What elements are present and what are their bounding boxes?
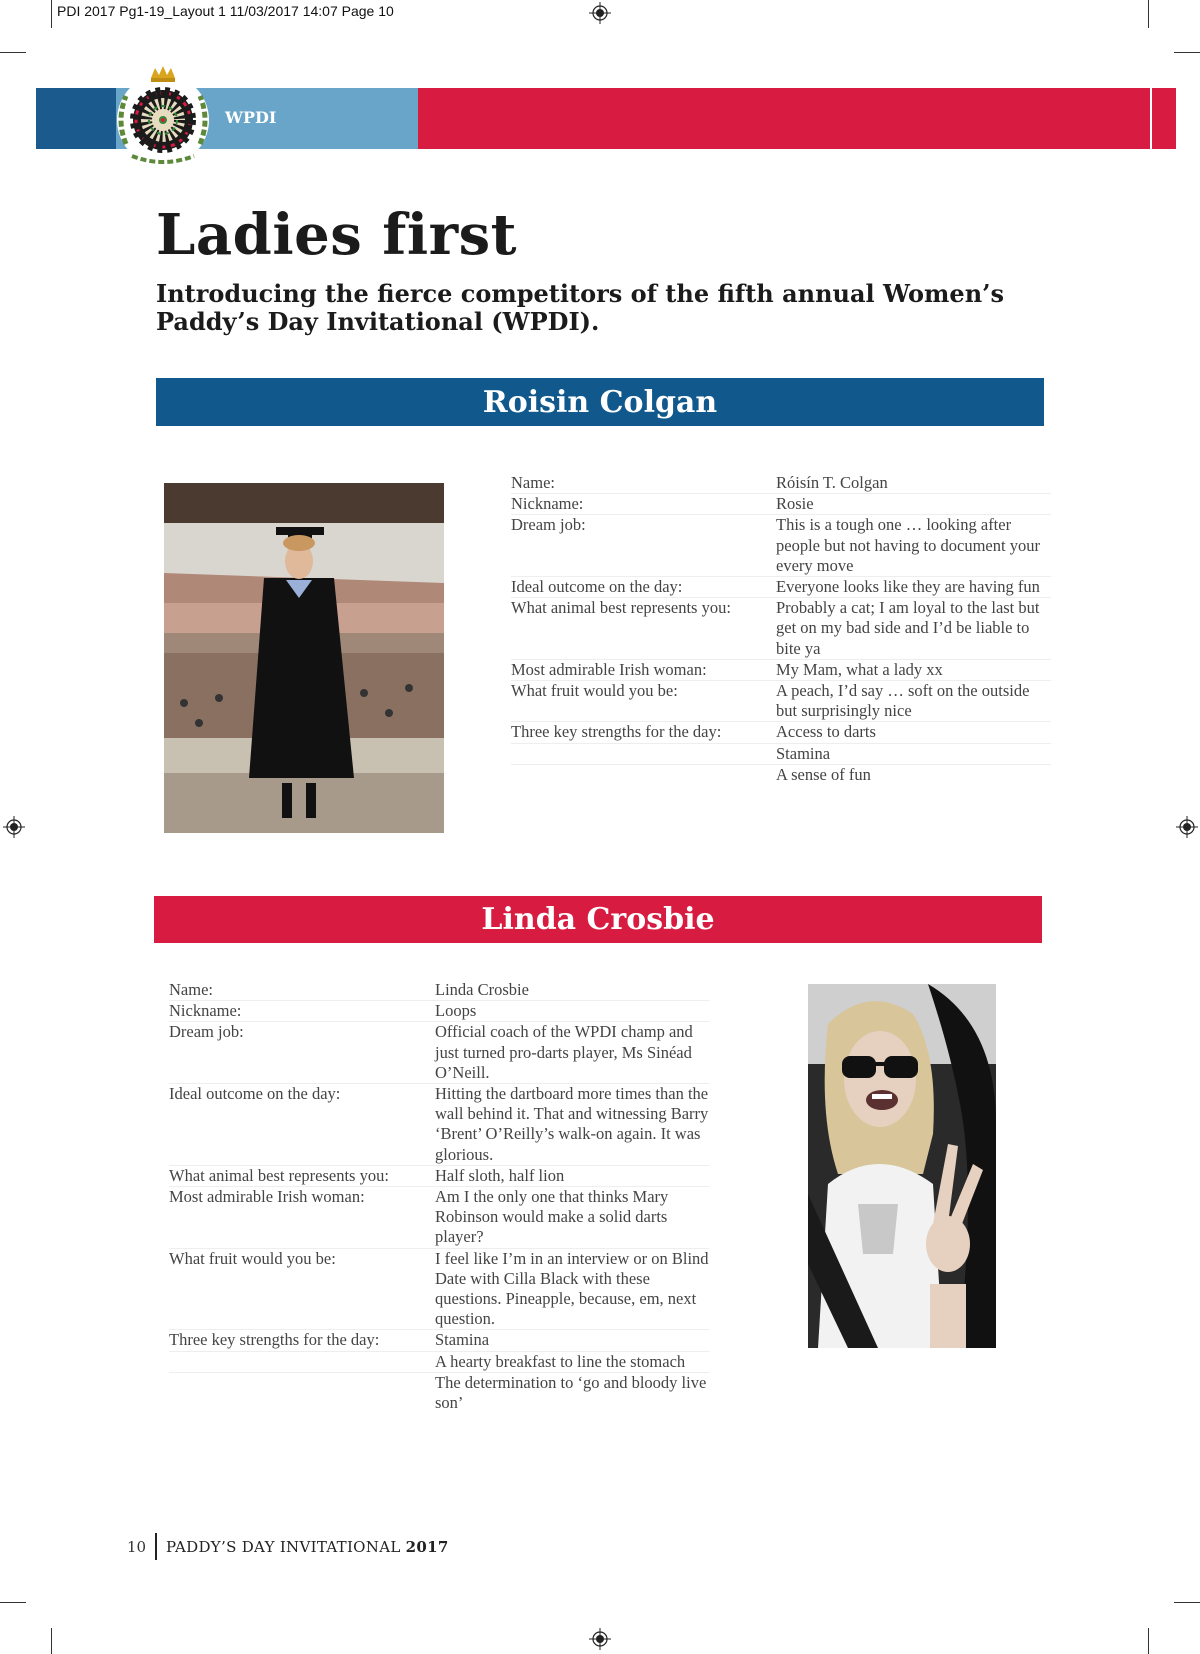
crop-mark	[1148, 0, 1149, 28]
print-slug: PDI 2017 Pg1-19_Layout 1 11/03/2017 14:07 Page 10	[57, 3, 394, 19]
qa-row	[511, 473, 1051, 494]
qa-answer: I feel like I’m in an interview or on Blind Date with Cilla Black with these questions. Pineapple, because, em, next question.	[435, 1248, 709, 1329]
crop-mark	[51, 1628, 52, 1654]
qa-row	[511, 660, 1051, 681]
profile-name: Linda Crosbie	[481, 902, 715, 937]
profile-qa-list	[511, 473, 1051, 785]
qa-question: Dream job:	[169, 1022, 244, 1042]
qa-answer: This is a tough one … looking after people but not having to document your every move	[776, 515, 1040, 575]
qa-answer: Loops	[435, 1001, 477, 1021]
profile-name: Roisin Colgan	[482, 384, 718, 420]
footer-divider	[155, 1533, 157, 1560]
qa-answer: The determination to ‘go and bloody live son’	[435, 1372, 707, 1413]
qa-answer: A hearty breakfast to line the stomach	[435, 1351, 686, 1371]
qa-row	[511, 765, 1051, 785]
qa-question: Three key strengths for the day:	[169, 1330, 380, 1350]
qa-answer: Linda Crosbie	[435, 980, 529, 999]
qa-row	[169, 1249, 709, 1331]
page-number: 10	[127, 1538, 147, 1556]
qa-row	[511, 681, 1051, 722]
qa-answer: Am I the only one that thinks Mary Robinson would make a solid darts player?	[435, 1187, 669, 1247]
qa-row	[169, 980, 709, 1001]
qa-question: Name:	[169, 980, 213, 999]
qa-answer: Access to darts	[776, 722, 876, 742]
qa-question: What fruit would you be:	[511, 681, 678, 701]
qa-question: Nickname:	[169, 1001, 242, 1021]
qa-question: Ideal outcome on the day:	[511, 577, 683, 597]
page-title: Ladies first	[156, 202, 518, 268]
profile-name-bar	[156, 378, 1044, 426]
profile-photo-graduation	[164, 483, 444, 833]
qa-answer: My Mam, what a lady xx	[776, 659, 943, 679]
qa-answer: Hitting the dartboard more times than the wall behind it. That and witnessing Barry ‘Brent’ O’Reilly’s walk-on again. It was glorious.	[435, 1084, 709, 1164]
header-band-red-end	[1150, 88, 1176, 149]
qa-question: Three key strengths for the day:	[511, 722, 722, 742]
crop-mark	[51, 0, 52, 28]
qa-row	[511, 598, 1051, 660]
qa-row	[169, 1166, 709, 1187]
qa-row	[169, 1373, 709, 1413]
qa-question: Name:	[511, 473, 555, 492]
qa-answer: Stamina	[435, 1330, 490, 1350]
qa-answer: Official coach of the WPDI champ and just turned pro-darts player, Ms Sinéad O’Neill.	[435, 1022, 693, 1082]
qa-answer: Everyone looks like they are having fun	[776, 577, 1040, 597]
profile-qa-list	[169, 980, 709, 1413]
crop-mark	[1174, 52, 1200, 53]
footer-publication	[166, 1538, 449, 1556]
qa-question: Most admirable Irish woman:	[169, 1187, 365, 1207]
header-band-red	[418, 88, 1174, 149]
qa-question: Dream job:	[511, 515, 586, 535]
profile-name-bar	[154, 896, 1042, 943]
qa-question: Ideal outcome on the day:	[169, 1084, 341, 1104]
qa-row	[511, 744, 1051, 765]
qa-row	[169, 1084, 709, 1166]
qa-answer: Stamina	[776, 743, 831, 763]
qa-question: What animal best represents you:	[169, 1165, 389, 1185]
qa-question: What animal best represents you:	[511, 598, 731, 618]
crop-mark	[0, 1602, 26, 1603]
qa-answer: Half sloth, half lion	[435, 1165, 565, 1185]
registration-mark-icon	[589, 1628, 611, 1650]
qa-question: Most admirable Irish woman:	[511, 659, 707, 679]
qa-row	[169, 1187, 709, 1249]
crop-mark	[1148, 1628, 1149, 1654]
qa-answer: Probably a cat; I am loyal to the last but get on my bad side and I’d be liable to bite ya	[776, 598, 1040, 658]
publication-name: PADDY’S DAY INVITATIONAL	[166, 1538, 401, 1556]
registration-mark-icon	[589, 2, 611, 24]
qa-answer: A sense of fun	[776, 764, 871, 784]
qa-question: Nickname:	[511, 494, 584, 514]
page-subtitle: Introducing the fierce competitors of the fifth annual Women’s Paddy’s Day Invitational (WPDI).	[156, 279, 1005, 336]
qa-row	[169, 1352, 709, 1373]
qa-row	[511, 577, 1051, 598]
registration-mark-icon	[1176, 816, 1198, 838]
qa-row	[511, 722, 1051, 743]
publication-year: 2017	[405, 1538, 449, 1556]
qa-answer: A peach, I’d say … soft on the outside but surprisingly nice	[776, 681, 1030, 721]
qa-row	[511, 515, 1051, 577]
wpdi-label: WPDI	[225, 108, 277, 127]
crop-mark	[1174, 1602, 1200, 1603]
qa-answer: Rosie	[776, 494, 814, 514]
qa-question: What fruit would you be:	[169, 1248, 336, 1268]
qa-row	[511, 494, 1051, 515]
dartboard-logo-icon	[104, 64, 222, 168]
profile-photo-car-selfie	[808, 984, 996, 1348]
registration-mark-icon	[3, 816, 25, 838]
crop-mark	[0, 52, 26, 53]
qa-answer: Róisín T. Colgan	[776, 473, 888, 492]
qa-row	[169, 1330, 709, 1351]
qa-row	[169, 1001, 709, 1022]
qa-row	[169, 1022, 709, 1084]
